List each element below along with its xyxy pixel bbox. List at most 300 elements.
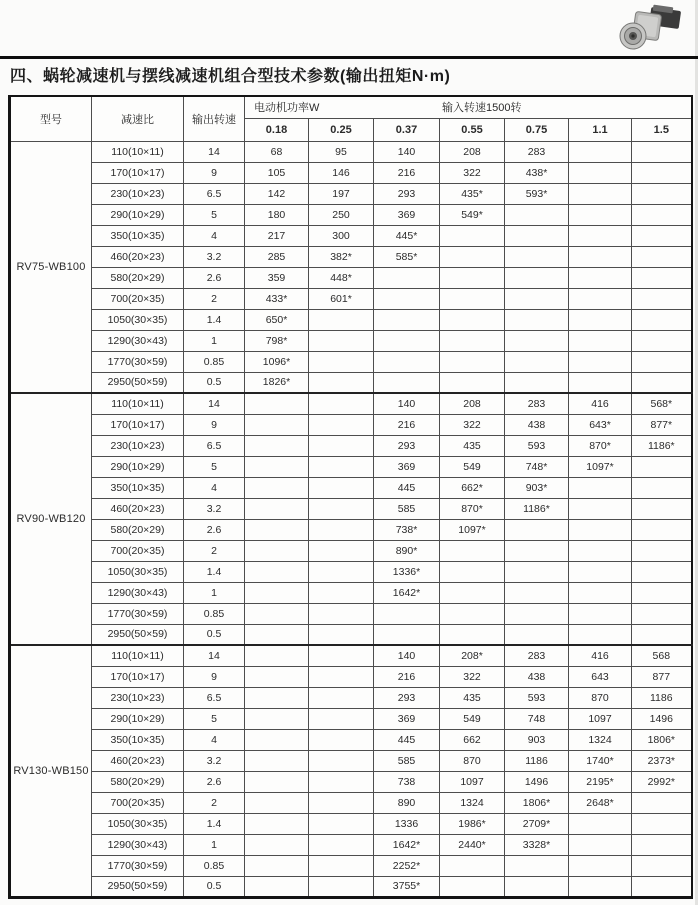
torque-value-cell [245,540,309,561]
torque-value-cell: 1186* [505,498,569,519]
torque-value-cell [309,603,374,624]
output-speed-cell: 4 [184,729,245,750]
torque-value-cell: 870* [440,498,505,519]
col-header-model: 型号 [10,96,92,141]
torque-value-cell: 1336 [374,813,440,834]
torque-value-cell [245,834,309,855]
table-row [10,729,692,750]
torque-value-cell [632,582,692,603]
col-header-power: 0.25 [309,118,374,141]
torque-value-cell [309,813,374,834]
torque-value-cell [374,372,440,393]
ratio-cell: 170(10×17) [92,162,184,183]
output-speed-cell: 2.6 [184,267,245,288]
torque-value-cell [632,624,692,645]
torque-value-cell [245,519,309,540]
table-row [10,162,692,183]
torque-value-cell: 593 [505,435,569,456]
output-speed-cell: 14 [184,141,245,162]
table-row [10,708,692,729]
torque-value-cell [440,855,505,876]
torque-value-cell [632,204,692,225]
output-speed-cell: 1 [184,582,245,603]
torque-value-cell [569,330,632,351]
torque-value-cell: 438* [505,162,569,183]
torque-value-cell [309,519,374,540]
table-row [10,603,692,624]
torque-value-cell: 662 [440,729,505,750]
table-header [10,96,692,141]
torque-value-cell [569,540,632,561]
table-row [10,561,692,582]
ratio-cell: 1050(30×35) [92,813,184,834]
torque-value-cell: 322 [440,162,505,183]
torque-value-cell [440,372,505,393]
table-row [10,183,692,204]
output-speed-cell: 1.4 [184,561,245,582]
output-speed-cell: 0.5 [184,876,245,897]
torque-value-cell [632,855,692,876]
output-speed-cell: 0.5 [184,624,245,645]
torque-value-cell: 438 [505,666,569,687]
table-row [10,393,692,414]
torque-value-cell: 1806* [632,729,692,750]
table-row [10,456,692,477]
torque-value-cell: 2648* [569,792,632,813]
torque-value-cell: 140 [374,141,440,162]
table-row [10,225,692,246]
input-speed-label: 输入转速1500转 [442,102,522,115]
output-speed-cell: 0.85 [184,351,245,372]
output-speed-cell: 2 [184,288,245,309]
output-speed-cell: 2.6 [184,519,245,540]
torque-value-cell [569,183,632,204]
ratio-cell: 230(10×23) [92,687,184,708]
torque-value-cell [440,582,505,603]
table-row [10,624,692,645]
table-row [10,414,692,435]
torque-value-cell: 105 [245,162,309,183]
torque-value-cell [632,246,692,267]
torque-value-cell: 208* [440,645,505,666]
torque-value-cell [569,477,632,498]
torque-value-cell [245,792,309,813]
torque-value-cell [569,603,632,624]
torque-value-cell [569,351,632,372]
torque-value-cell [569,561,632,582]
torque-value-cell: 870 [440,750,505,771]
torque-value-cell [569,834,632,855]
table-row [10,267,692,288]
torque-value-cell: 585* [374,246,440,267]
torque-value-cell: 445 [374,477,440,498]
torque-value-cell [309,309,374,330]
torque-value-cell [632,456,692,477]
table-row [10,687,692,708]
gearbox-photo-image [606,3,688,53]
header-row-top [10,96,692,118]
torque-value-cell [374,267,440,288]
ratio-cell: 1050(30×35) [92,561,184,582]
ratio-cell: 170(10×17) [92,666,184,687]
torque-value-cell [569,204,632,225]
output-speed-cell: 5 [184,708,245,729]
output-speed-cell: 9 [184,414,245,435]
output-speed-cell: 3.2 [184,498,245,519]
torque-value-cell: 1324 [569,729,632,750]
torque-value-cell [569,225,632,246]
torque-value-cell: 208 [440,393,505,414]
motor-power-label: 电动机功率W [254,102,320,115]
torque-value-cell [309,771,374,792]
table-row [10,540,692,561]
torque-value-cell [569,519,632,540]
torque-value-cell: 435 [440,435,505,456]
torque-value-cell: 1826* [245,372,309,393]
torque-value-cell: 1806* [505,792,569,813]
torque-value-cell: 2992* [632,771,692,792]
ratio-cell: 110(10×11) [92,645,184,666]
torque-value-cell: 568* [632,393,692,414]
torque-value-cell [245,393,309,414]
torque-value-cell [309,750,374,771]
table-row [10,435,692,456]
output-speed-cell: 4 [184,477,245,498]
torque-value-cell [632,498,692,519]
torque-value-cell: 870* [569,435,632,456]
torque-value-cell [440,351,505,372]
torque-value-cell: 433* [245,288,309,309]
torque-value-cell: 2252* [374,855,440,876]
torque-value-cell: 890* [374,540,440,561]
table-row [10,372,692,393]
torque-value-cell: 142 [245,183,309,204]
output-speed-cell: 5 [184,456,245,477]
torque-value-cell [632,288,692,309]
torque-value-cell [632,309,692,330]
torque-value-cell [309,729,374,750]
torque-value-cell [309,645,374,666]
torque-value-cell: 3328* [505,834,569,855]
torque-value-cell [569,309,632,330]
torque-value-cell [245,414,309,435]
torque-value-cell [440,288,505,309]
torque-value-cell: 2709* [505,813,569,834]
torque-value-cell: 208 [440,141,505,162]
ratio-cell: 110(10×11) [92,141,184,162]
torque-value-cell [245,876,309,897]
torque-value-cell: 549 [440,708,505,729]
torque-value-cell [245,624,309,645]
ratio-cell: 700(20×35) [92,540,184,561]
ratio-cell: 580(20×29) [92,519,184,540]
torque-value-cell [440,540,505,561]
torque-value-cell [569,372,632,393]
torque-value-cell [309,330,374,351]
output-speed-cell: 6.5 [184,435,245,456]
torque-value-cell: 180 [245,204,309,225]
torque-value-cell: 903* [505,477,569,498]
torque-value-cell: 448* [309,267,374,288]
torque-value-cell [245,561,309,582]
torque-value-cell: 643 [569,666,632,687]
torque-value-cell [309,540,374,561]
torque-value-cell: 903 [505,729,569,750]
torque-value-cell [569,624,632,645]
torque-value-cell [632,603,692,624]
ratio-cell: 1770(30×59) [92,603,184,624]
output-speed-cell: 2.6 [184,771,245,792]
torque-value-cell [569,813,632,834]
torque-value-cell [440,267,505,288]
torque-value-cell [569,855,632,876]
torque-value-cell [632,834,692,855]
torque-value-cell: 293 [374,183,440,204]
ratio-cell: 2950(50×59) [92,876,184,897]
torque-value-cell: 216 [374,666,440,687]
ratio-cell: 460(20×23) [92,246,184,267]
torque-value-cell [632,183,692,204]
torque-value-cell [309,393,374,414]
torque-value-cell: 300 [309,225,374,246]
torque-value-cell [374,309,440,330]
torque-value-cell [505,603,569,624]
torque-value-cell [245,666,309,687]
model-cell: RV130-WB150 [10,645,92,897]
torque-value-cell [632,813,692,834]
torque-value-cell [632,876,692,897]
model-cell: RV75-WB100 [10,141,92,393]
ratio-cell: 700(20×35) [92,288,184,309]
output-speed-cell: 0.85 [184,855,245,876]
torque-value-cell: 382* [309,246,374,267]
table-row [10,876,692,897]
torque-value-cell: 738 [374,771,440,792]
torque-value-cell: 643* [569,414,632,435]
ratio-cell: 350(10×35) [92,225,184,246]
ratio-cell: 170(10×17) [92,414,184,435]
torque-value-cell [245,750,309,771]
torque-value-cell: 1324 [440,792,505,813]
torque-value-cell: 283 [505,393,569,414]
torque-value-cell [505,372,569,393]
torque-value-cell: 293 [374,687,440,708]
torque-value-cell: 1496 [632,708,692,729]
torque-value-cell [309,414,374,435]
col-header-power: 1.5 [632,118,692,141]
output-speed-cell: 14 [184,393,245,414]
ratio-cell: 290(10×29) [92,204,184,225]
table-row [10,246,692,267]
torque-value-cell: 1097* [440,519,505,540]
output-speed-cell: 0.5 [184,372,245,393]
ratio-cell: 460(20×23) [92,750,184,771]
torque-value-cell: 3755* [374,876,440,897]
torque-value-cell: 416 [569,645,632,666]
torque-value-cell [569,267,632,288]
torque-value-cell [440,561,505,582]
torque-value-cell [309,561,374,582]
torque-value-cell: 293 [374,435,440,456]
torque-value-cell: 216 [374,162,440,183]
ratio-cell: 350(10×35) [92,477,184,498]
torque-value-cell [632,330,692,351]
torque-value-cell: 1186 [632,687,692,708]
torque-value-cell [309,666,374,687]
output-speed-cell: 1 [184,330,245,351]
torque-value-cell: 216 [374,414,440,435]
torque-value-cell [309,582,374,603]
ratio-cell: 460(20×23) [92,498,184,519]
ratio-cell: 1290(30×43) [92,834,184,855]
col-header-power: 0.18 [245,118,309,141]
torque-value-cell [632,351,692,372]
table-row [10,582,692,603]
col-header-power: 0.55 [440,118,505,141]
torque-value-cell [309,792,374,813]
torque-value-cell [309,624,374,645]
torque-value-cell: 549* [440,204,505,225]
torque-value-cell [632,519,692,540]
torque-value-cell [245,477,309,498]
torque-value-cell [632,141,692,162]
table-row [10,351,692,372]
spec-table [8,95,693,899]
table-row [10,855,692,876]
torque-value-cell [505,330,569,351]
torque-value-cell [569,246,632,267]
torque-value-cell: 568 [632,645,692,666]
table-row [10,645,692,666]
ratio-cell: 580(20×29) [92,771,184,792]
torque-value-cell: 798* [245,330,309,351]
torque-value-cell [505,876,569,897]
torque-value-cell [309,708,374,729]
model-cell: RV90-WB120 [10,393,92,645]
torque-value-cell: 593 [505,687,569,708]
torque-value-cell [505,309,569,330]
ratio-cell: 1050(30×35) [92,309,184,330]
torque-value-cell [569,288,632,309]
table-row [10,666,692,687]
output-speed-cell: 5 [184,204,245,225]
torque-value-cell [309,372,374,393]
output-speed-cell: 3.2 [184,750,245,771]
torque-value-cell [505,519,569,540]
torque-value-cell [374,330,440,351]
torque-value-cell [245,855,309,876]
torque-value-cell [309,876,374,897]
ratio-cell: 110(10×11) [92,393,184,414]
torque-value-cell [505,855,569,876]
torque-value-cell: 369 [374,456,440,477]
torque-value-cell: 140 [374,393,440,414]
torque-value-cell [374,288,440,309]
torque-value-cell: 322 [440,414,505,435]
torque-value-cell [309,435,374,456]
torque-value-cell: 68 [245,141,309,162]
torque-value-cell: 877* [632,414,692,435]
output-speed-cell: 2 [184,792,245,813]
table-row [10,288,692,309]
torque-value-cell [569,162,632,183]
torque-value-cell: 1496 [505,771,569,792]
torque-value-cell [505,246,569,267]
output-speed-cell: 4 [184,225,245,246]
ratio-cell: 290(10×29) [92,708,184,729]
page-title: 四、蜗轮减速机与摆线减速机组合型技术参数(输出扭矩N·m) [10,68,451,85]
torque-value-cell [245,603,309,624]
torque-value-cell: 585 [374,750,440,771]
torque-value-cell: 877 [632,666,692,687]
torque-value-cell: 445 [374,729,440,750]
torque-value-cell [440,246,505,267]
col-header-output-speed: 输出转速 [184,96,245,141]
ratio-cell: 2950(50×59) [92,624,184,645]
col-header-power: 1.1 [569,118,632,141]
torque-value-cell [309,687,374,708]
torque-value-cell [309,834,374,855]
torque-value-cell: 662* [440,477,505,498]
ratio-cell: 230(10×23) [92,435,184,456]
table-row [10,792,692,813]
title-divider [0,56,698,59]
torque-value-cell: 95 [309,141,374,162]
torque-value-cell [245,498,309,519]
output-speed-cell: 9 [184,162,245,183]
table-row [10,813,692,834]
torque-value-cell: 1642* [374,582,440,603]
output-speed-cell: 6.5 [184,183,245,204]
torque-value-cell: 1097 [440,771,505,792]
torque-value-cell [309,855,374,876]
table-row [10,750,692,771]
torque-value-cell [505,582,569,603]
output-speed-cell: 1 [184,834,245,855]
ratio-cell: 290(10×29) [92,456,184,477]
torque-value-cell: 435* [440,183,505,204]
torque-value-cell [569,582,632,603]
torque-value-cell [505,351,569,372]
torque-value-cell [245,435,309,456]
torque-value-cell [505,225,569,246]
torque-value-cell [505,267,569,288]
torque-value-cell [245,687,309,708]
table-row [10,519,692,540]
torque-value-cell: 146 [309,162,374,183]
torque-value-cell: 2373* [632,750,692,771]
torque-value-cell [505,624,569,645]
torque-value-cell [632,561,692,582]
torque-value-cell [309,456,374,477]
torque-value-cell: 585 [374,498,440,519]
table-row [10,771,692,792]
ratio-cell: 230(10×23) [92,183,184,204]
torque-value-cell: 140 [374,645,440,666]
torque-value-cell: 322 [440,666,505,687]
torque-value-cell [374,624,440,645]
torque-value-cell: 197 [309,183,374,204]
table-row [10,204,692,225]
torque-value-cell [569,876,632,897]
torque-value-cell [245,456,309,477]
torque-value-cell: 445* [374,225,440,246]
output-speed-cell: 14 [184,645,245,666]
torque-value-cell [632,267,692,288]
torque-value-cell: 435 [440,687,505,708]
torque-value-cell: 359 [245,267,309,288]
torque-value-cell: 416 [569,393,632,414]
